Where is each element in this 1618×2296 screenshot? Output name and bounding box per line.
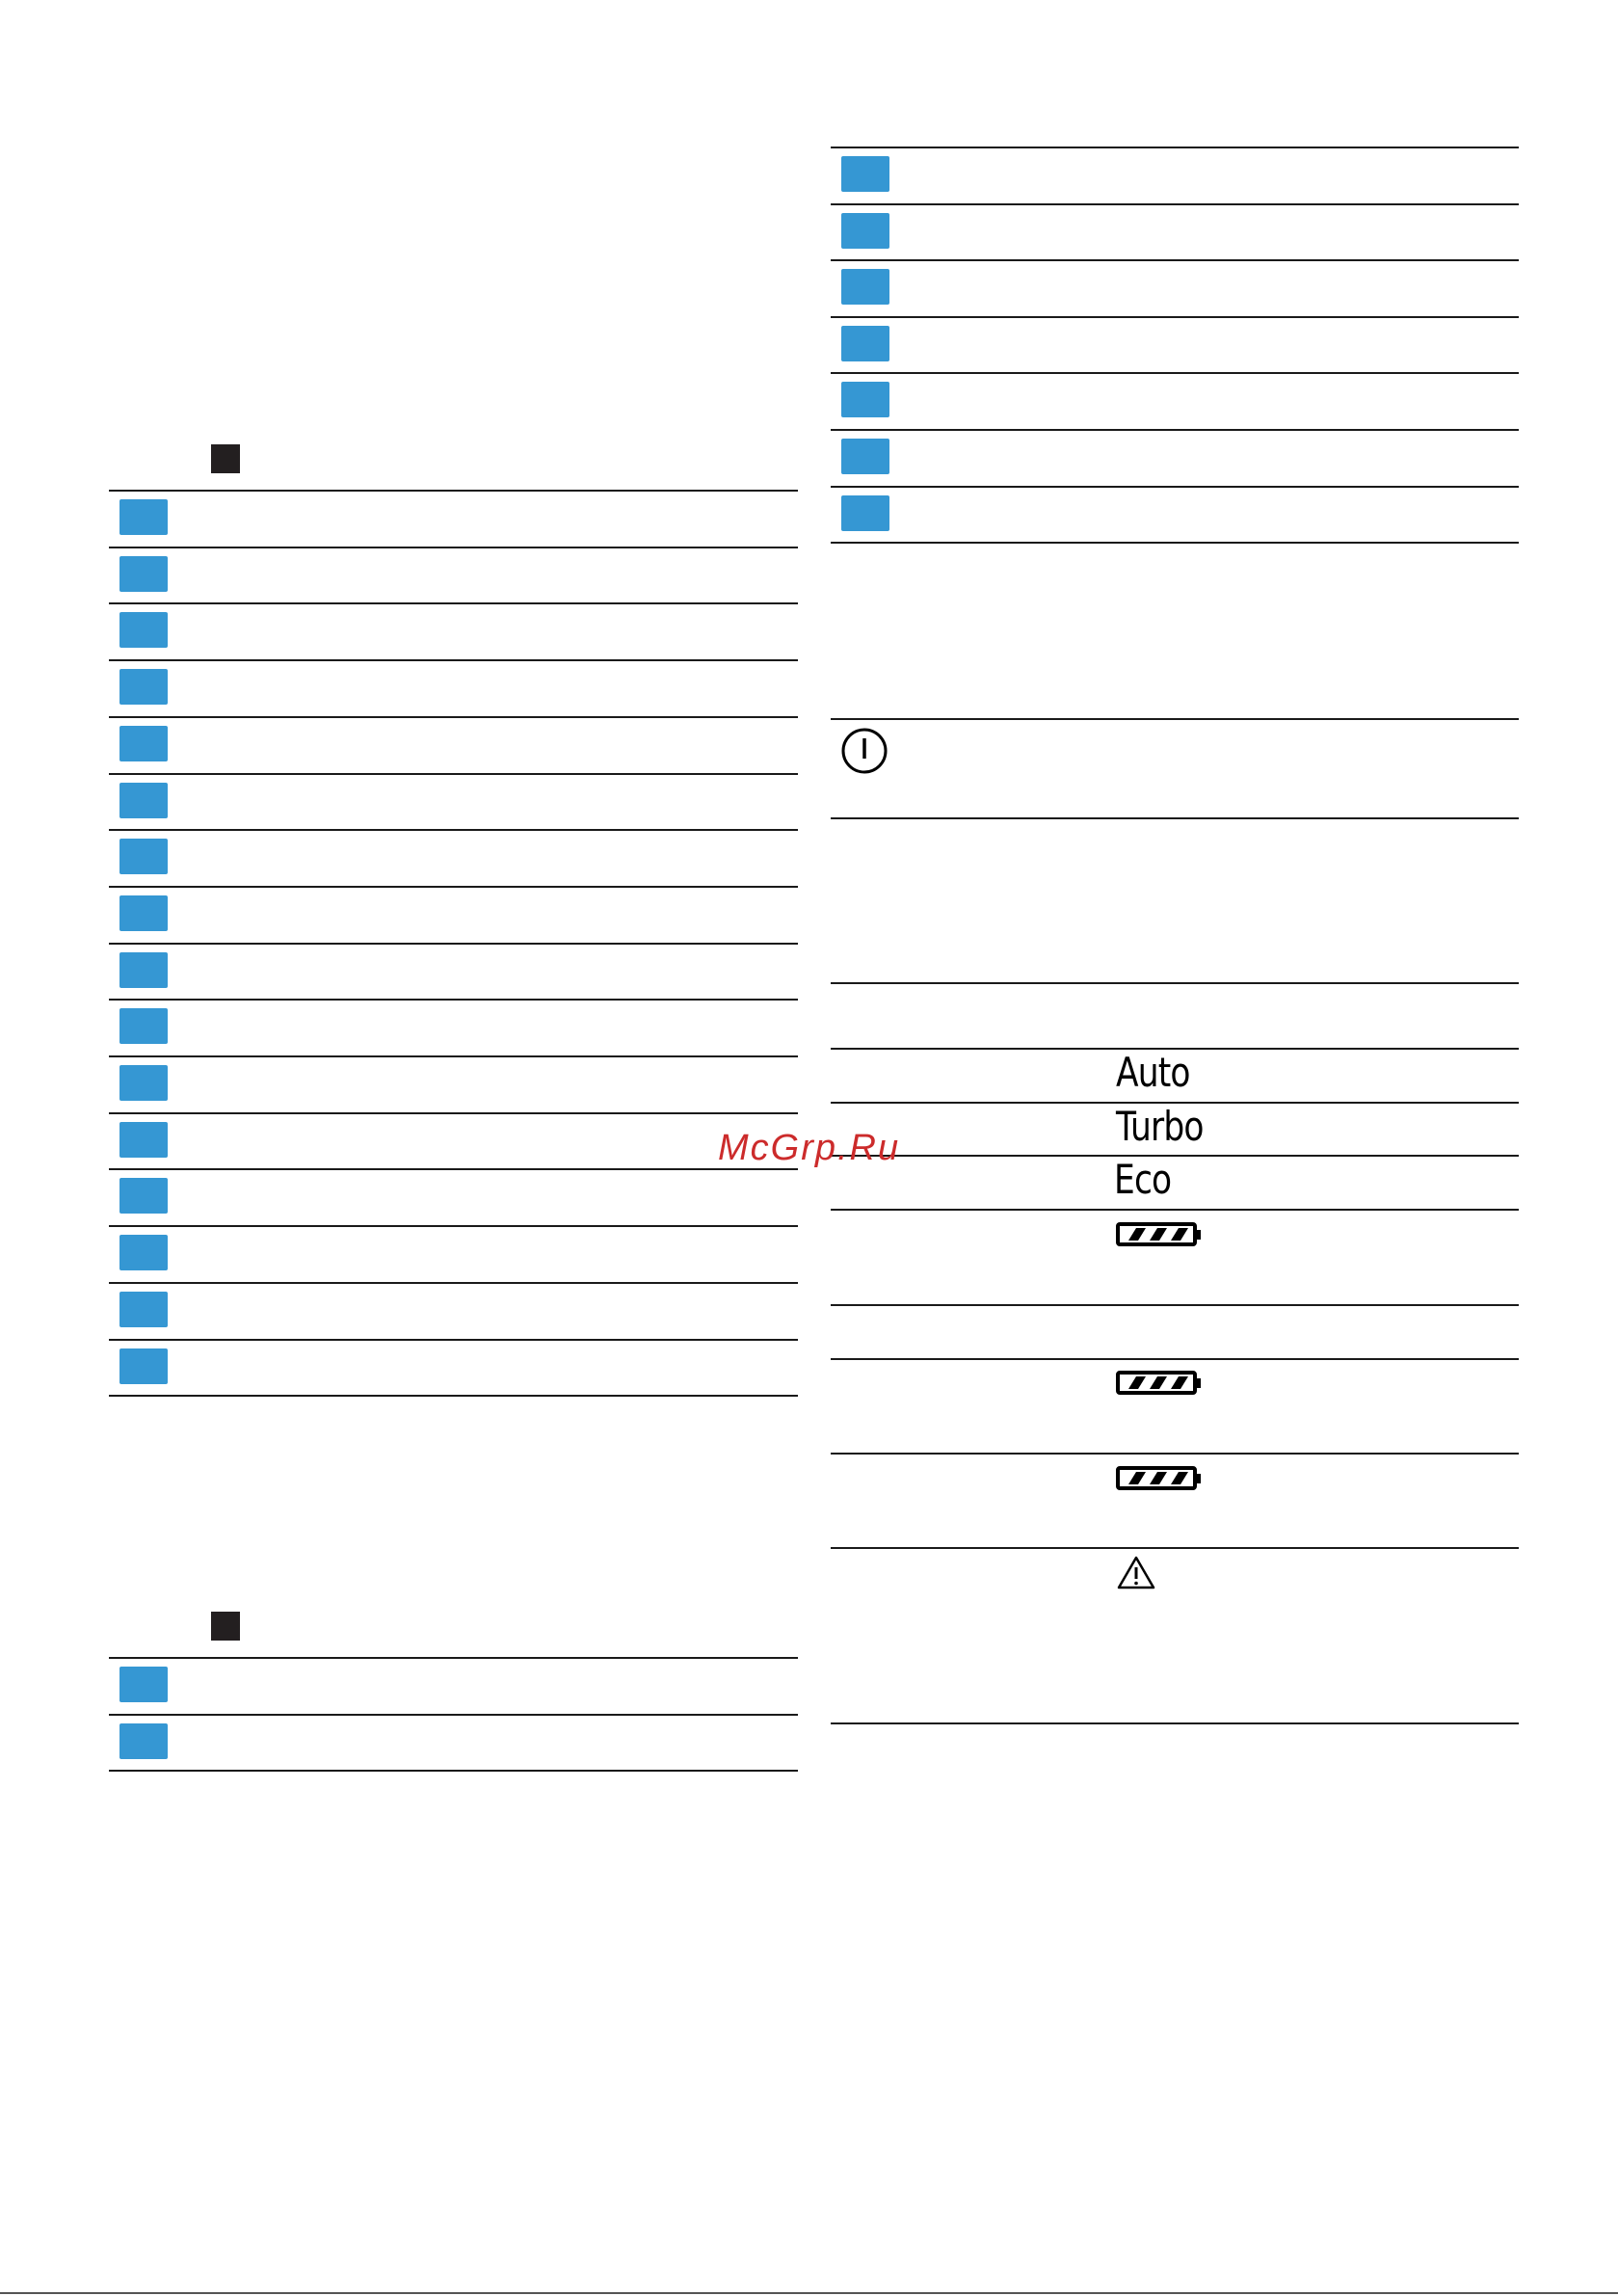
row-number-badge: [841, 326, 889, 361]
row-number-badge: [119, 839, 168, 874]
table-rule: [109, 547, 798, 548]
row-number-badge: [119, 612, 168, 648]
table-rule: [109, 659, 798, 661]
table-rule: [831, 372, 1519, 374]
row-number-badge: [119, 1008, 168, 1044]
mode-label-auto: Auto: [1116, 1049, 1190, 1096]
mode-label-eco: Eco: [1114, 1156, 1172, 1203]
row-number-badge: [119, 783, 168, 818]
row-number-badge: [119, 1122, 168, 1158]
table-rule: [831, 316, 1519, 318]
table-rule: [109, 943, 798, 945]
row-number-badge: [119, 1723, 168, 1759]
table-rule: [831, 429, 1519, 431]
table-rule: [831, 1358, 1519, 1360]
row-number-badge: [119, 952, 168, 988]
row-number-badge: [119, 669, 168, 705]
row-number-badge: [119, 895, 168, 931]
table-rule: [109, 1339, 798, 1341]
warning-triangle-icon: [1116, 1555, 1156, 1591]
table-rule: [831, 817, 1519, 819]
battery-full-icon: [1116, 1221, 1203, 1248]
table-rule: [831, 718, 1519, 720]
mode-label-turbo: Turbo: [1116, 1103, 1204, 1150]
watermark: McGrp.Ru: [718, 1128, 901, 1168]
row-number-badge: [119, 499, 168, 535]
table-rule: [831, 1453, 1519, 1455]
row-number-badge: [841, 439, 889, 474]
table-rule: [831, 1209, 1519, 1211]
row-number-badge: [119, 1235, 168, 1270]
table-rule: [831, 542, 1519, 544]
row-number-badge: [119, 726, 168, 761]
table-rule: [109, 602, 798, 604]
table-rule: [831, 1722, 1519, 1724]
row-number-badge: [841, 495, 889, 531]
table-rule: [109, 1112, 798, 1114]
battery-full-icon: [1116, 1370, 1203, 1397]
table-rule: [109, 829, 798, 831]
table-rule: [109, 1770, 798, 1772]
table-rule: [109, 490, 798, 492]
section-marker-2: [211, 1612, 240, 1641]
table-rule: [831, 1304, 1519, 1306]
table-rule: [109, 1225, 798, 1227]
row-number-badge: [119, 1065, 168, 1101]
table-rule: [831, 259, 1519, 261]
table-rule: [109, 773, 798, 775]
row-number-badge: [119, 1292, 168, 1327]
table-rule: [109, 886, 798, 888]
table-rule: [831, 982, 1519, 984]
table-rule: [109, 1657, 798, 1659]
table-rule: [109, 999, 798, 1001]
row-number-badge: [841, 269, 889, 305]
row-number-badge: [119, 1348, 168, 1384]
section-marker-1: [211, 444, 240, 473]
table-rule: [109, 1168, 798, 1170]
battery-full-icon: [1116, 1465, 1203, 1492]
table-rule: [831, 1155, 1519, 1157]
table-rule: [831, 147, 1519, 148]
table-rule: [109, 1714, 798, 1716]
table-rule: [109, 1055, 798, 1057]
page-footer-rule: [0, 2292, 1618, 2294]
table-rule: [109, 716, 798, 718]
power-button-icon: [840, 727, 889, 775]
row-number-badge: [119, 556, 168, 592]
table-rule: [831, 486, 1519, 488]
row-number-badge: [119, 1178, 168, 1214]
table-rule: [109, 1282, 798, 1284]
row-number-badge: [841, 213, 889, 249]
table-rule: [831, 1547, 1519, 1549]
row-number-badge: [841, 382, 889, 417]
row-number-badge: [841, 156, 889, 192]
table-rule: [831, 203, 1519, 205]
table-rule: [109, 1395, 798, 1397]
row-number-badge: [119, 1667, 168, 1702]
